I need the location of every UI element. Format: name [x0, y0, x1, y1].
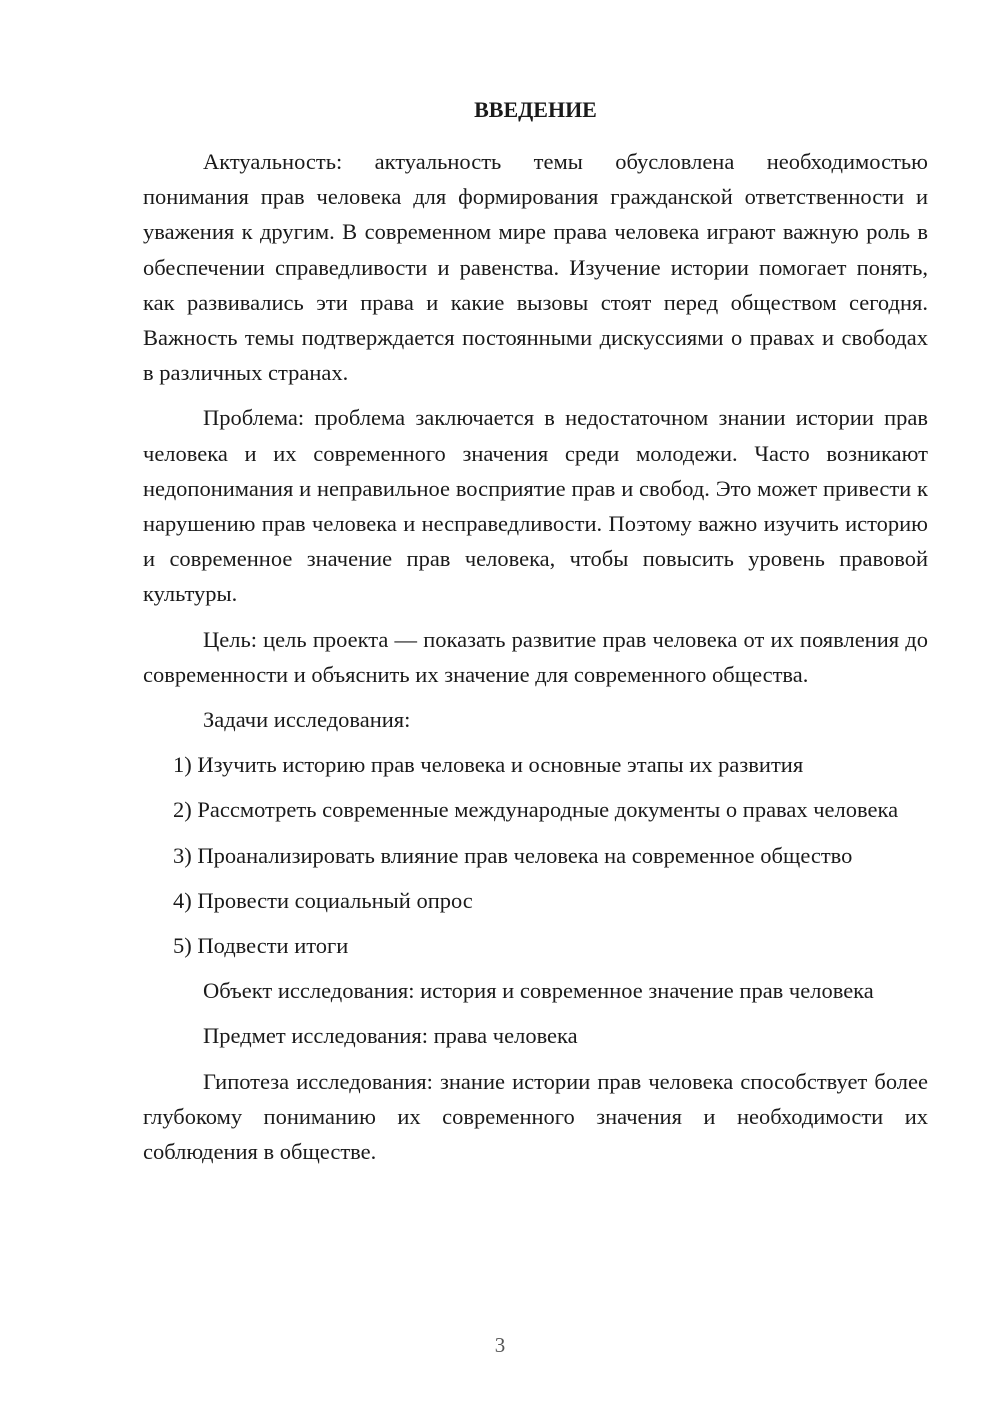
- task-list: [143, 747, 928, 963]
- document-page: [143, 92, 928, 1179]
- paragraph-problem: Проблема: проблема заключается в недостаточном знании истории прав человека и их современного значения среди молодежи. Часто возникают недопонимания и неправильное восприятие прав и свобод. Это может привести к нарушению прав человека и несправедливости. Поэтому важно изучить историю и современное значение прав человека, чтобы повысить уровень правовой культуры.: [143, 405, 928, 607]
- task-item: 1) Изучить историю прав человека и основные этапы их развития: [173, 752, 804, 778]
- paragraph-goal: Цель: цель проекта — показать развитие прав человека от их появления до современности и объяснить их значение для современного общества.: [143, 626, 928, 687]
- task-item: 2) Рассмотреть современные международные документы о правах человека: [173, 797, 899, 823]
- task-item: 4) Провести социальный опрос: [173, 887, 473, 913]
- paragraph-tasks-heading: Задачи исследования:: [203, 707, 411, 733]
- page-number: 3: [494, 1333, 506, 1357]
- paragraph-hypothesis: Гипотеза исследования: знание истории прав человека способствует более глубокому пониманию их современного значения и необходимости их соблюдения в обществе.: [143, 1068, 928, 1165]
- paragraph-object: Объект исследования: история и современное значение прав человека: [203, 978, 874, 1004]
- document-title: ВВЕДЕНИЕ: [474, 97, 597, 122]
- paragraph-relevance: Актуальность: актуальность темы обусловлена необходимостью понимания прав человека для формирования гражданской ответственности и уважения к другим. В современном мире права человека играют важную роль в обеспечении справедливости и равенства. Изучение истории помогает понять, как развивались эти права и какие вызовы стоят перед обществом сегодня. Важность темы подтверждается постоянными дискуссиями о правах и свободах в различных странах.: [143, 149, 928, 386]
- task-item: 5) Подвести итоги: [173, 933, 349, 959]
- paragraph-subject: Предмет исследования: права человека: [203, 1023, 578, 1049]
- task-item: 3) Проанализировать влияние прав человека на современное общество: [173, 842, 853, 868]
